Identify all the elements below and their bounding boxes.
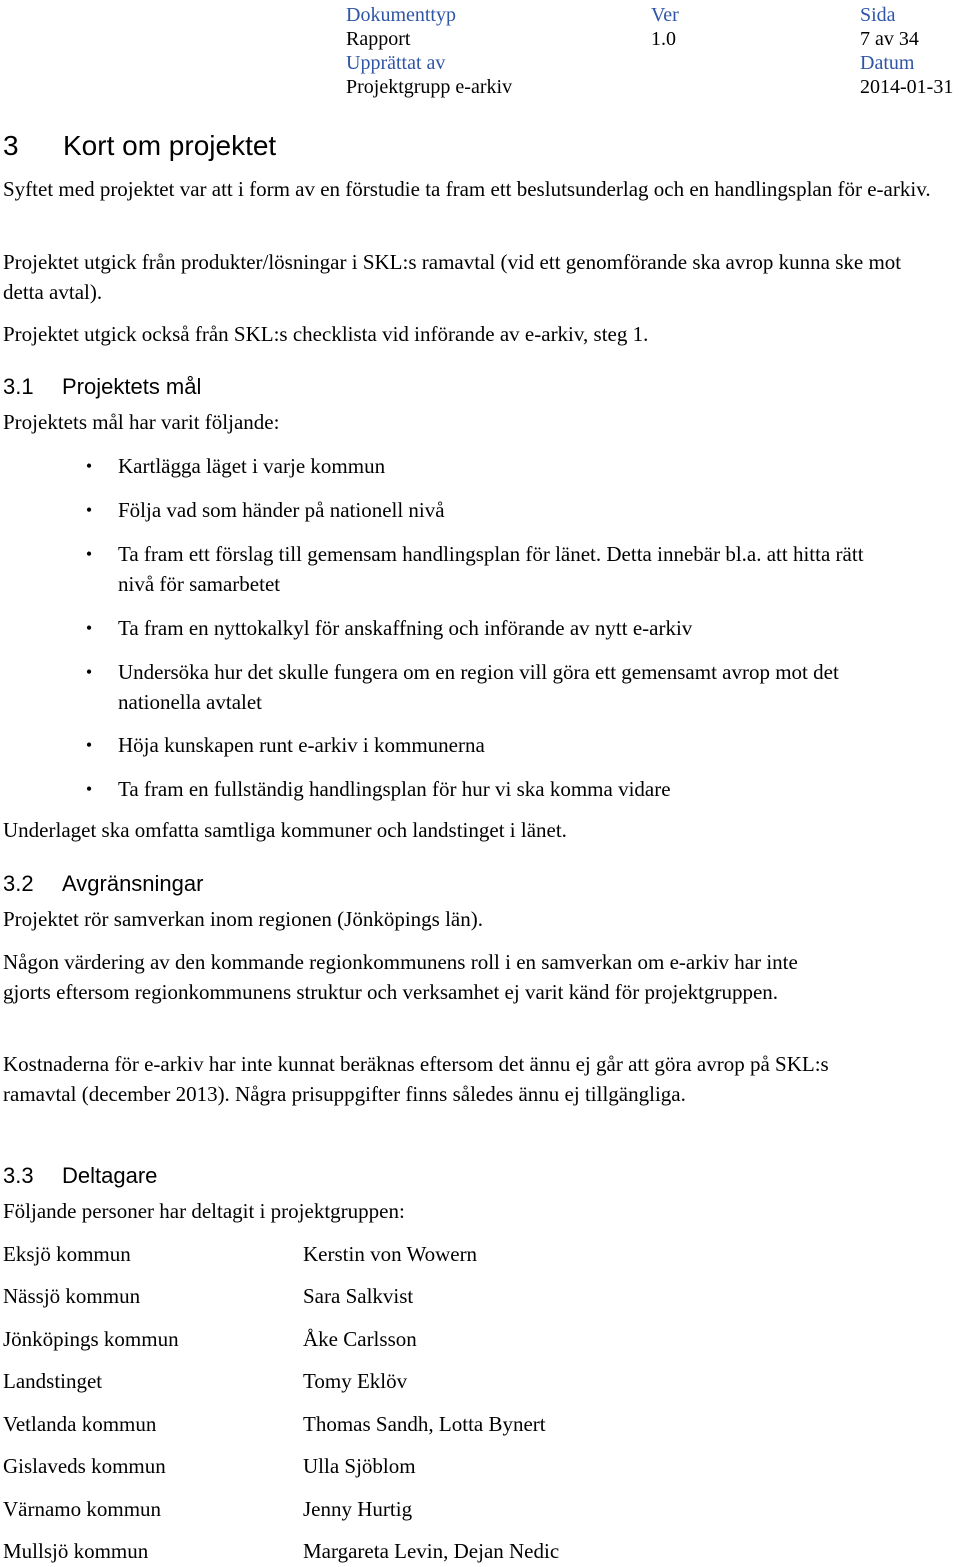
version-label: Ver bbox=[651, 4, 679, 26]
section-number: 3.2 bbox=[3, 871, 34, 896]
participant-people: Margareta Levin, Dejan Nedic bbox=[303, 1539, 560, 1563]
participant-org: Jönköpings kommun bbox=[3, 1327, 179, 1351]
participant-people: Åke Carlsson bbox=[303, 1327, 417, 1351]
participant-people: Kerstin von Wowern bbox=[303, 1242, 478, 1266]
paragraph: Underlaget ska omfatta samtliga kommuner och landstinget i länet. bbox=[3, 818, 567, 842]
bullet-icon: • bbox=[85, 662, 93, 682]
paragraph: Projektet rör samverkan inom regionen (Jönköpings län). bbox=[3, 907, 483, 931]
version-value: 1.0 bbox=[651, 28, 676, 50]
participant-people: Sara Salkvist bbox=[303, 1284, 414, 1308]
doctype-label: Dokumenttyp bbox=[346, 4, 456, 26]
paragraph: Kostnaderna för e-arkiv har inte kunnat beräknas eftersom det ännu ej går att göra avrop på SKL:s ramavtal (december 2013). Några prisuppgifter finns således ännu ej tillgängliga. bbox=[3, 1052, 829, 1106]
participant-people: Tomy Eklöv bbox=[303, 1369, 408, 1393]
author-value: Projektgrupp e-arkiv bbox=[346, 76, 513, 98]
date-value: 2014-01-31 bbox=[860, 76, 954, 98]
participant-org: Landstinget bbox=[3, 1369, 103, 1393]
page-label: Sida bbox=[860, 4, 896, 26]
section-title: Projektets mål bbox=[62, 374, 202, 399]
paragraph: Projektet utgick från produkter/lösningar i SKL:s ramavtal (vid ett genomförande ska avrop kunna ske mot detta avtal). bbox=[3, 250, 902, 304]
section-3-1-heading bbox=[3, 372, 201, 402]
bullet-icon: • bbox=[85, 500, 93, 520]
page-number: 7 av 34 bbox=[860, 28, 919, 50]
bullet-icon: • bbox=[85, 779, 93, 799]
paragraph: Syftet med projektet var att i form av en förstudie ta fram ett beslutsunderlag och en handlingsplan för e-arkiv. bbox=[3, 177, 931, 201]
participant-org: Nässjö kommun bbox=[3, 1284, 141, 1308]
doctype-value: Rapport bbox=[346, 28, 411, 50]
list-item: Kartlägga läget i varje kommun bbox=[118, 454, 386, 478]
date-label: Datum bbox=[860, 52, 915, 74]
section-number: 3.3 bbox=[3, 1163, 34, 1188]
list-item: Ta fram en nyttokalkyl för anskaffning och införande av nytt e-arkiv bbox=[118, 616, 693, 640]
section-title: Deltagare bbox=[62, 1163, 158, 1188]
bullet-icon: • bbox=[85, 735, 93, 755]
participant-people: Ulla Sjöblom bbox=[303, 1454, 416, 1478]
list-item: Ta fram ett förslag till gemensam handlingsplan för länet. Detta innebär bl.a. att hitta rätt nivå för samarbetet bbox=[118, 542, 864, 596]
section-title: Kort om projektet bbox=[63, 130, 277, 161]
list-item: Följa vad som händer på nationell nivå bbox=[118, 498, 445, 522]
section-3-2-heading bbox=[3, 869, 203, 899]
participant-people: Jenny Hurtig bbox=[303, 1497, 413, 1521]
author-label: Upprättat av bbox=[346, 52, 446, 74]
list-item: Undersöka hur det skulle fungera om en region vill göra ett gemensamt avrop mot det nationella avtalet bbox=[118, 660, 839, 714]
bullet-icon: • bbox=[85, 544, 93, 564]
section-number: 3.1 bbox=[3, 374, 34, 399]
participant-org: Eksjö kommun bbox=[3, 1242, 131, 1266]
bullet-icon: • bbox=[85, 456, 93, 476]
section-number: 3 bbox=[3, 130, 19, 161]
participant-org: Gislaveds kommun bbox=[3, 1454, 166, 1478]
paragraph: Någon värdering av den kommande regionkommunens roll i en samverkan om e-arkiv har inte gjorts eftersom regionkommunens struktur och verksamhet ej varit känd för projektgruppen. bbox=[3, 950, 798, 1004]
section-3-3-heading bbox=[3, 1161, 157, 1191]
section-3-heading bbox=[3, 126, 276, 166]
list-item: Höja kunskapen runt e-arkiv i kommunerna bbox=[118, 733, 485, 757]
paragraph: Projektets mål har varit följande: bbox=[3, 410, 280, 434]
participant-org: Vetlanda kommun bbox=[3, 1412, 157, 1436]
paragraph: Följande personer har deltagit i projektgruppen: bbox=[3, 1199, 405, 1223]
participant-people: Thomas Sandh, Lotta Bynert bbox=[303, 1412, 546, 1436]
participant-org: Värnamo kommun bbox=[3, 1497, 162, 1521]
participant-org: Mullsjö kommun bbox=[3, 1539, 149, 1563]
section-title: Avgränsningar bbox=[62, 871, 204, 896]
list-item: Ta fram en fullständig handlingsplan för hur vi ska komma vidare bbox=[118, 777, 671, 801]
paragraph: Projektet utgick också från SKL:s checklista vid införande av e-arkiv, steg 1. bbox=[3, 322, 649, 346]
bullet-icon: • bbox=[85, 618, 93, 638]
